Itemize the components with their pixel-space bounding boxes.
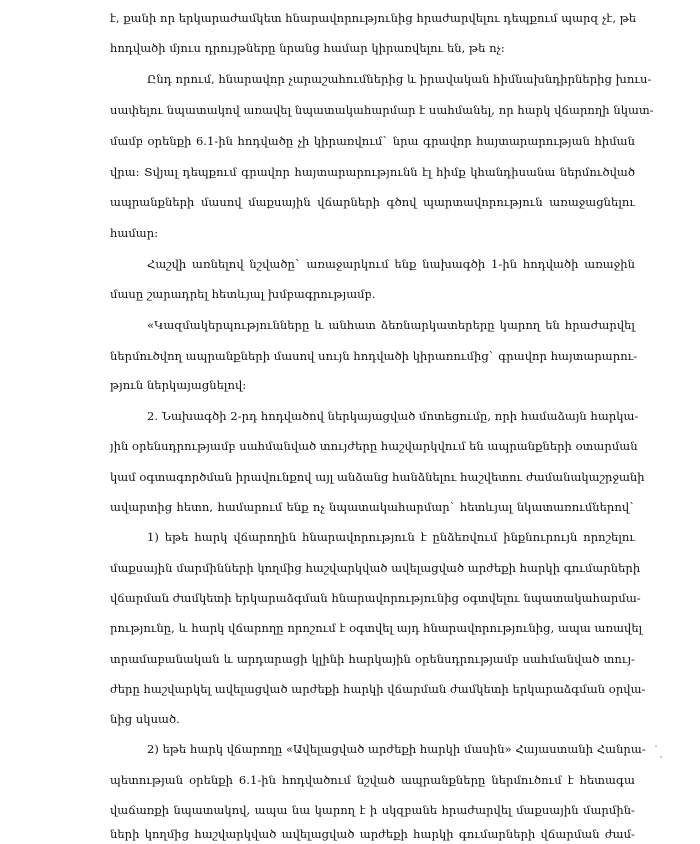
paragraph-first-line: Ընդ որում, հնարավոր չարաշահումներից և իրավական հիմնախնդիրներից խուս- — [147, 72, 652, 86]
text-line: վաճառքի նպատակով, ապա նա կարող է ի սկզբանե հրաժարվել մաքսային մարմին- — [110, 803, 635, 817]
quote-first-line: «Կազմակերպությունները և անհատ ձեռնարկատերերը կարող են հրաժարվել — [147, 318, 635, 332]
text-line: ապրանքների մասով մաքսային վճարների գծով պարտավորություն առաջացնելու — [110, 195, 635, 209]
text-line: կամ օգտագործման իրավունքով այլ անձանց հանձնելու հաշվետու ժամանակաշրջանի — [110, 470, 645, 484]
text-line: մամբ օրենքի 6.1-ին հոդվածը չի կիրառվում` նրա գրավոր հայտարարության հիման — [110, 134, 635, 148]
text-line: նից սկսած. — [110, 712, 180, 726]
text-line: վճարման ժամկետի երկարաձգման հնարավորությունից օգտվելու նպատակահարմա- — [110, 591, 641, 605]
text-line: է, քանի որ երկարաժամկետ հնարավորությունից հրաժարվելու դեպքում պարզ չէ, թե — [110, 11, 637, 25]
scan-speck — [660, 756, 662, 758]
paragraph-first-line: 2. Նախագծի 2-րդ հոդվածով ներկայացված մոտեցումը, որի համաձայն հարկա- — [147, 409, 639, 423]
text-line: թյուն ներկայացնելով: — [110, 378, 247, 392]
list-item-first-line: 1) եթե հարկ վճարողին հնարավորություն է ընձեռվում ինքնուրույն որոշելու — [147, 530, 635, 544]
text-line: հոդվածի մյուս դրույթները նրանց համար կիրառվելու են, թե ոչ: — [110, 41, 505, 55]
text-line: րությունը, և հարկ վճարողը որոշում է օգտվել այդ հնարավորությունից, ապա առավել — [110, 621, 643, 635]
text-line: տրամաբանական և արդարացի կլինի հարկային օրենսդրությամբ սահմանված տույ- — [110, 652, 635, 666]
paragraph-first-line: Հաշվի առնելով նշվածը` առաջարկում ենք նախագծի 1-ին հոդվածի առաջին — [147, 257, 635, 271]
text-line: մասը շարադրել հետևյալ խմբագրությամբ. — [110, 287, 376, 301]
list-item-first-line: 2) եթե հարկ վճարողը «Ավելացված արժեքի հարկի մասին» Հայաստանի Հանրա- — [147, 742, 646, 756]
scan-speck — [655, 745, 657, 747]
text-line: յին օրենսդրությամբ սահմանված տույժերը հաշվարկվում են ապրանքների օտարման — [110, 439, 638, 453]
text-line: ժերը հաշվարկել ավելացված արժեքի հարկի վճարման ժամկետի երկարաձգման օրվա- — [110, 682, 646, 696]
text-line: սափելու նպատակով առավել նպատակահարմար է սահմանել, որ հարկ վճարողի նկատ- — [110, 103, 654, 117]
text-line: համար: — [110, 226, 159, 240]
text-line: պետության օրենքի 6.1-ին հոդվածում նշված ապրանքները ներմուծում է հետագա — [110, 773, 635, 787]
text-line: ավարտից հետո, համարում ենք ոչ նպատակահարմար` հետևյալ նկատառումներով` — [110, 500, 635, 514]
text-line: վրա: Տվյալ դեպքում գրավոր հայտարարությունն էլ հիմք կհանդիսանա ներմուծված — [110, 165, 635, 179]
text-line: ների կողմից հաշվարկված ավելացված արժեքի հարկի գումարների վճարման ժամ- — [110, 827, 635, 841]
text-line: ներմուծվող ապրանքների մասով սույն հոդվածի կիրառումից` գրավոր հայտարարու- — [110, 349, 638, 363]
text-line: մաքսային մարմինների կողմից հաշվարկված ավելացված արժեքի հարկի գումարների — [110, 561, 641, 575]
